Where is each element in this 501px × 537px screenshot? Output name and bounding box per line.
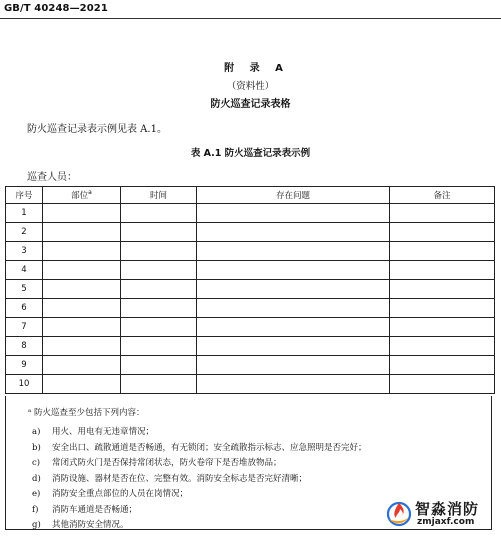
location-cell xyxy=(43,223,121,242)
problem-cell xyxy=(197,204,390,223)
note-item xyxy=(32,487,188,499)
note-item xyxy=(32,518,129,530)
time-cell xyxy=(121,223,197,242)
problem-cell xyxy=(197,242,390,261)
table-row xyxy=(6,299,495,318)
inspector-label: 巡查人员： xyxy=(27,172,77,183)
note-item-mark: a) xyxy=(32,427,41,437)
remark-cell xyxy=(390,242,495,261)
row-index: 6 xyxy=(6,299,43,318)
problem-cell xyxy=(197,299,390,318)
table-row xyxy=(6,375,495,394)
note-item-text: 消防车通道是否畅通； xyxy=(52,504,138,515)
remark-cell xyxy=(390,204,495,223)
row-index: 1 xyxy=(6,204,43,223)
header-location: 部位$^a$ xyxy=(43,187,121,204)
note-item xyxy=(32,503,137,515)
note-item-mark: e) xyxy=(32,489,41,499)
appendix-info: （资料性） xyxy=(226,81,275,92)
remark-cell xyxy=(390,337,495,356)
note-item xyxy=(32,456,282,468)
note-item-mark: d) xyxy=(32,473,41,484)
note-item-text: 常闭式防火门是否保持常闭状态，防火卷帘下是否堆放物品； xyxy=(52,458,282,468)
table-row xyxy=(6,337,495,356)
note-item-text: 消防安全重点部位的人员在岗情况； xyxy=(52,489,189,499)
time-cell xyxy=(121,242,197,261)
header-index: 序号 xyxy=(6,187,43,204)
note-item-mark: c) xyxy=(32,458,41,468)
table-row xyxy=(6,242,495,261)
time-cell xyxy=(121,261,197,280)
header-rule xyxy=(0,18,501,19)
row-index: 3 xyxy=(6,242,43,261)
problem-cell xyxy=(197,223,390,242)
note-item-mark: b) xyxy=(32,442,41,453)
time-cell xyxy=(121,204,197,223)
note-item-mark: f) xyxy=(32,504,39,515)
note-item-text: 消防设施、器材是否在位、完整有效。消防安全标志是否完好清晰； xyxy=(52,473,308,484)
remark-cell xyxy=(390,280,495,299)
time-cell xyxy=(121,337,197,356)
location-cell xyxy=(43,318,121,337)
time-cell xyxy=(121,356,197,375)
watermark-site: zmjaxf.com xyxy=(417,517,475,527)
header-time: 时间 xyxy=(121,187,197,204)
footnote-mark: a xyxy=(88,189,92,197)
row-index: 8 xyxy=(6,337,43,356)
appendix-label: 附 录 A xyxy=(224,63,289,74)
problem-cell xyxy=(197,261,390,280)
notes-heading: ᵃ 防火巡查至少包括下列内容： xyxy=(28,408,145,418)
problem-cell xyxy=(197,318,390,337)
time-cell xyxy=(121,375,197,394)
remark-cell xyxy=(390,318,495,337)
remark-cell xyxy=(390,299,495,318)
row-index: 7 xyxy=(6,318,43,337)
remark-cell xyxy=(390,223,495,242)
row-index: 10 xyxy=(6,375,43,394)
time-cell xyxy=(121,318,197,337)
location-cell xyxy=(43,299,121,318)
note-item xyxy=(32,472,307,484)
note-item xyxy=(32,425,154,437)
time-cell xyxy=(121,280,197,299)
location-cell xyxy=(43,375,121,394)
table-row xyxy=(6,318,495,337)
standard-number: GB/T 40248—2021 xyxy=(4,3,108,14)
note-item-text: 用火、用电有无违章情况； xyxy=(52,427,155,437)
flame-logo-icon xyxy=(385,499,413,527)
remark-cell xyxy=(390,261,495,280)
intro-text: 防火巡查记录表示例见表 A.1。 xyxy=(27,124,167,135)
time-cell xyxy=(121,299,197,318)
table-row xyxy=(6,223,495,242)
row-index: 9 xyxy=(6,356,43,375)
table-row xyxy=(6,261,495,280)
note-item-text: 其他消防安全情况。 xyxy=(52,520,129,530)
header-problems: 存在问题 xyxy=(197,187,390,204)
watermark xyxy=(385,497,497,533)
note-item xyxy=(32,441,367,453)
remark-cell xyxy=(390,375,495,394)
location-cell xyxy=(43,337,121,356)
problem-cell xyxy=(197,375,390,394)
row-index: 2 xyxy=(6,223,43,242)
table-row xyxy=(6,280,495,299)
table-row xyxy=(6,356,495,375)
row-index: 5 xyxy=(6,280,43,299)
table-title: 表 A.1 防火巡查记录表示例 xyxy=(190,148,311,159)
note-item-mark: g) xyxy=(32,520,41,530)
location-cell xyxy=(43,204,121,223)
problem-cell xyxy=(197,356,390,375)
problem-cell xyxy=(197,337,390,356)
table-row xyxy=(6,204,495,223)
inspection-record-table xyxy=(5,186,495,394)
remark-cell xyxy=(390,356,495,375)
location-cell xyxy=(43,261,121,280)
location-cell xyxy=(43,280,121,299)
problem-cell xyxy=(197,280,390,299)
location-cell xyxy=(43,242,121,261)
header-remarks: 备注 xyxy=(390,187,495,204)
row-index: 4 xyxy=(6,261,43,280)
watermark-name: 智淼消防 xyxy=(415,500,480,518)
appendix-subject: 防火巡查记录表格 xyxy=(210,99,291,110)
note-item-text: 安全出口、疏散通道是否畅通，有无锁闭；安全疏散指示标志、应急照明是否完好； xyxy=(52,442,367,453)
table-header-row xyxy=(6,187,495,204)
location-cell xyxy=(43,356,121,375)
